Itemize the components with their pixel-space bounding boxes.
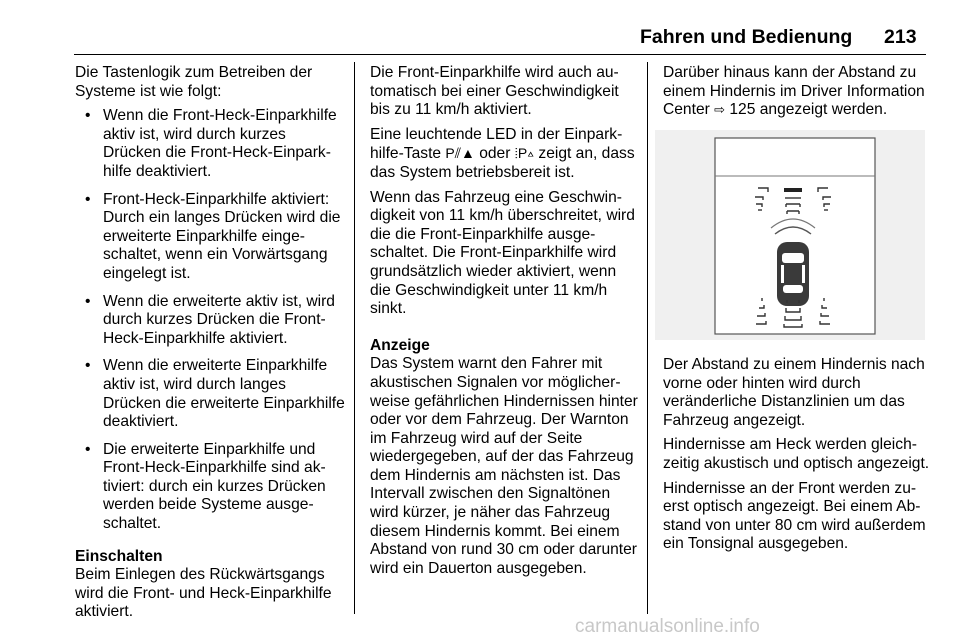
list-item: • Wenn die Front-Heck-Einparkhilfe aktiv ist, wird durch kurzes Drücken die Front-Heck-Einparkhilfe deaktiviert. (75, 107, 345, 181)
column-2 (370, 64, 640, 584)
dic-paragraph: Darüber hinaus kann der Abstand zu einem Hindernis im Driver Information Center ⇨ 125 angezeigt werden. (663, 64, 925, 119)
parking-assist-button-icon: P⫽▲ (445, 145, 475, 162)
heading-einschalten: Einschalten (75, 547, 163, 565)
list-item: • Die erweiterte Einparkhilfe und Front-Heck-Einparkhilfe sind aktiviert: durch ein kurzes Drücken werden beide Systeme ausgeschaltet. (75, 441, 345, 534)
paragraph: Wenn das Fahrzeug eine Geschwindigkeit von 11 km/h überschreitet, wird die die Front-Einparkhilfe ausgeschaltet. Die Front-Einparkhilfe wird grundsätzlich wieder aktiviert, wenn die Geschwindigkeit unter 11 km/h sinkt. (370, 188, 635, 318)
header-rule (74, 54, 926, 55)
page-number: 213 (884, 26, 917, 48)
column-1 (75, 64, 345, 628)
column-divider-1 (354, 62, 355, 614)
watermark-text: carmanualsonline.info (575, 616, 760, 637)
anzeige-paragraph: Das System warnt den Fahrer mit akustischen Signalen vor möglicherweise gefährlichen Hindernissen hinter oder vor dem Fahrzeug. Der Warnton im Fahrzeug wird auf der Seite wiedergegeben, auf der das Fahrzeug dem Hindernis am nächsten ist. Das Intervall zwischen den Signaltönen wird kürzer, je näher das Fahrzeug diesem Hindernis kommt. Bei einem Abstand von rund 30 cm oder darunter wird ein Dauerton ausgegeben. (370, 355, 638, 577)
column-3-lower (663, 356, 931, 560)
list-item: • Front-Heck-Einparkhilfe aktiviert: Durch ein langes Drücken wird die erweiterte Einparkhilfe eingeschaltet, wenn ein Vorwärtsgang eingelegt ist. (75, 191, 345, 284)
key-logic-list (75, 107, 345, 533)
paragraph: Der Abstand zu einem Hindernis nach vorne oder hinten wird durch veränderliche Distanzlinien um das Fahrzeug angezeigt. (663, 356, 925, 429)
page-reference-arrow-icon: ⇨ (714, 102, 726, 118)
page-header-title: Fahren und Bedienung (640, 26, 853, 48)
parking-distance-display-figure (655, 130, 925, 340)
led-paragraph: Eine leuchtende LED in der Einparkhilfe-Taste P⫽▲ oder ⦙P▵ zeigt an, dass das System betriebsbereit ist. (370, 125, 635, 181)
einschalten-paragraph: Beim Einlegen des Rückwärtsgangs wird die Front- und Heck-Einparkhilfe aktiviert. (75, 566, 332, 621)
list-item: • Wenn die erweiterte aktiv ist, wird durch kurzes Drücken die Front-Heck-Einparkhilfe aktiviert. (75, 293, 345, 349)
column-3 (663, 64, 931, 126)
list-item: • Wenn die erweiterte Einparkhilfe aktiv ist, wird durch langes Drücken die erweiterte Einparkhilfe deaktiviert. (75, 357, 345, 431)
column-divider-2 (647, 62, 648, 614)
paragraph: Hindernisse am Heck werden gleichzeitig akustisch und optisch angezeigt. (663, 436, 930, 472)
intro-paragraph: Die Tastenlogik zum Betreiben der Systeme ist wie folgt: (75, 64, 313, 100)
heading-anzeige: Anzeige (370, 336, 430, 354)
paragraph: Die Front-Einparkhilfe wird auch automatisch bei einer Geschwindigkeit bis zu 11 km/h aktiviert. (370, 64, 619, 119)
advanced-parking-assist-icon: ⦙P▵ (514, 145, 535, 162)
paragraph: Hindernisse an der Front werden zuerst optisch angezeigt. Bei einem Abstand von unter 80 cm wird außerdem ein Tonsignal ausgegeben. (663, 479, 926, 553)
